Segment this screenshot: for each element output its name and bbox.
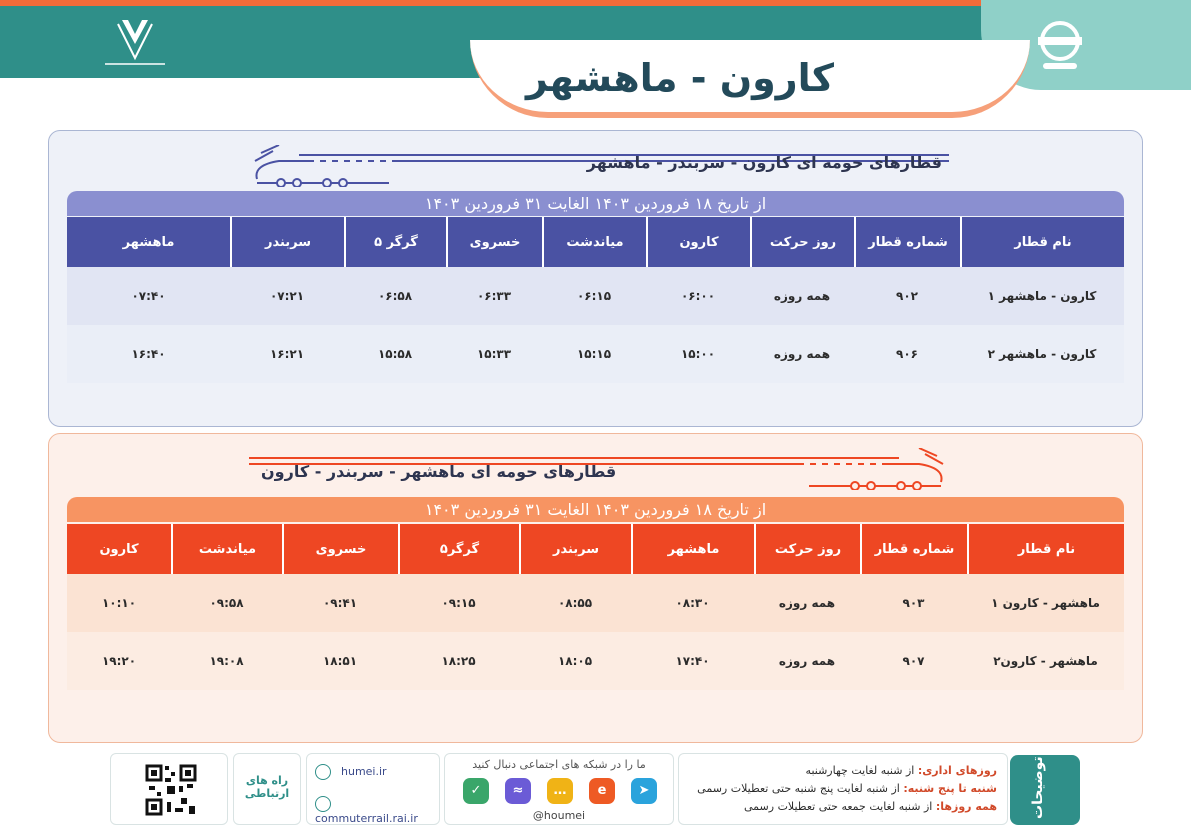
website-link[interactable]: humei.ir [341,765,387,778]
social-icons [455,778,665,804]
page-title: کارون - ماهشهر [525,56,835,100]
column-header: سربندر [230,217,344,267]
table-cell: ۰۶:۱۵ [542,267,646,325]
table-cell: همه روزه [750,325,854,383]
table-cell: ۱۵:۳۳ [446,325,542,383]
column-header: گرگر ۵ [344,217,446,267]
table-cell: ۰۷:۴۰ [67,267,230,325]
table-cell: ۰۹:۴۱ [282,574,398,632]
bale-icon[interactable]: ✓ [463,778,489,804]
table-cell: ۹۰۶ [854,325,960,383]
table-cell: ۰۶:۳۳ [446,267,542,325]
table-cell: ۱۹:۲۰ [67,632,171,690]
column-header: روز حرکت [750,217,854,267]
table-cell: ۱۰:۱۰ [67,574,171,632]
table-cell: ۱۸:۲۵ [398,632,519,690]
column-header: خسروی [446,217,542,267]
table-cell: ۹۰۳ [860,574,967,632]
table-cell: همه روزه [754,574,860,632]
social-box [444,753,674,825]
table-cell: ۱۵:۵۸ [344,325,446,383]
column-header: میاندشت [542,217,646,267]
section-title: قطارهای حومه ای ماهشهر - سربندر - کارون [261,462,617,481]
note-key: همه روزها: [935,800,997,813]
note-key: شنبه تا پنج شنبه: [903,782,997,795]
note-value: از شنبه لغایت جمعه حتی تعطیلات رسمی [744,800,933,813]
rubika-icon[interactable]: ≈ [505,778,531,804]
social-handle[interactable]: @houmei [532,809,586,822]
eitaa-icon[interactable]: e [589,778,615,804]
globe-icon [315,796,331,812]
note-line [689,798,997,816]
table-cell: ماهشهر - کارون۲ [967,632,1124,690]
social-title: ما را در شبکه های اجتماعی دنبال کنید [472,758,646,771]
column-header: سربندر [519,524,631,574]
column-header: ماهشهر [631,524,754,574]
note-line [689,762,997,780]
timetable-section-karun-mahshahr [48,130,1143,427]
table-header-row [67,524,1124,574]
column-header: خسروی [282,524,398,574]
table-cell: ۹۰۷ [860,632,967,690]
table-cell: ۰۹:۱۵ [398,574,519,632]
column-header: شماره قطار [854,217,960,267]
table-cell: همه روزه [750,267,854,325]
table-cell: کارون - ماهشهر ۲ [960,325,1124,383]
notes-box [678,753,1008,825]
column-header: شماره قطار [860,524,967,574]
table-row [67,632,1124,690]
note-line [689,780,997,798]
column-header: ماهشهر [67,217,230,267]
globe-icon [315,764,331,780]
column-header: میاندشت [171,524,282,574]
table-cell: کارون - ماهشهر ۱ [960,267,1124,325]
soroush-icon[interactable]: … [547,778,573,804]
column-header: کارون [646,217,750,267]
column-header: نام قطار [960,217,1124,267]
table-cell: ۱۹:۰۸ [171,632,282,690]
table-header-row [67,217,1124,267]
table-cell: ۰۶:۵۸ [344,267,446,325]
note-value: از شنبه لغایت پنج شنبه حتی تعطیلات رسمی [697,782,900,795]
table-cell: همه روزه [754,632,860,690]
table-cell: ۱۷:۴۰ [631,632,754,690]
timetable-section-mahshahr-karun [48,433,1143,743]
table-cell: ۰۷:۲۱ [230,267,344,325]
column-header: کارون [67,524,171,574]
column-header: نام قطار [967,524,1124,574]
contact-ways-box [233,753,301,825]
railway-logo-icon [1025,15,1095,75]
column-header: گرگر۵ [398,524,519,574]
column-header: روز حرکت [754,524,860,574]
link-row[interactable] [315,796,439,825]
timetable [67,217,1124,383]
table-cell: ۰۹:۵۸ [171,574,282,632]
table-cell: ۱۵:۰۰ [646,325,750,383]
table-cell: ۱۵:۱۵ [542,325,646,383]
table-cell: ۰۶:۰۰ [646,267,750,325]
contact-ways-label: راه های ارتباطی [244,774,290,800]
table-cell: ۱۶:۲۱ [230,325,344,383]
qr-code-icon [145,764,197,816]
link-row[interactable] [315,764,387,780]
table-row [67,267,1124,325]
table-cell: ۱۶:۴۰ [67,325,230,383]
table-cell: ۰۸:۵۵ [519,574,631,632]
date-range: از تاریخ ۱۸ فروردین ۱۴۰۳ الغایت ۳۱ فروردین ۱۴۰۳ [67,497,1124,522]
table-row [67,325,1124,383]
table-cell: ماهشهر - کارون ۱ [967,574,1124,632]
table-cell: ۱۸:۰۵ [519,632,631,690]
timetable [67,524,1124,690]
note-value: از شنبه لغایت چهارشنبه [805,764,915,777]
telegram-icon[interactable]: ➤ [631,778,657,804]
table-cell: ۹۰۲ [854,267,960,325]
note-key: روزهای اداری: [917,764,997,777]
table-cell: ۱۸:۵۱ [282,632,398,690]
section-title: قطارهای حومه ای کارون - سربندر - ماهشهر [586,153,942,172]
notes-label: توضیحات [1030,756,1046,819]
notes-label-tab [1010,755,1080,825]
organization-emblem-icon [100,14,170,70]
links-box [306,753,440,825]
website-link[interactable]: commuterrail.rai.ir [315,812,418,825]
qr-box [110,753,228,825]
table-cell: ۰۸:۳۰ [631,574,754,632]
table-row [67,574,1124,632]
date-range: از تاریخ ۱۸ فروردین ۱۴۰۳ الغایت ۳۱ فروردین ۱۴۰۳ [67,191,1124,216]
